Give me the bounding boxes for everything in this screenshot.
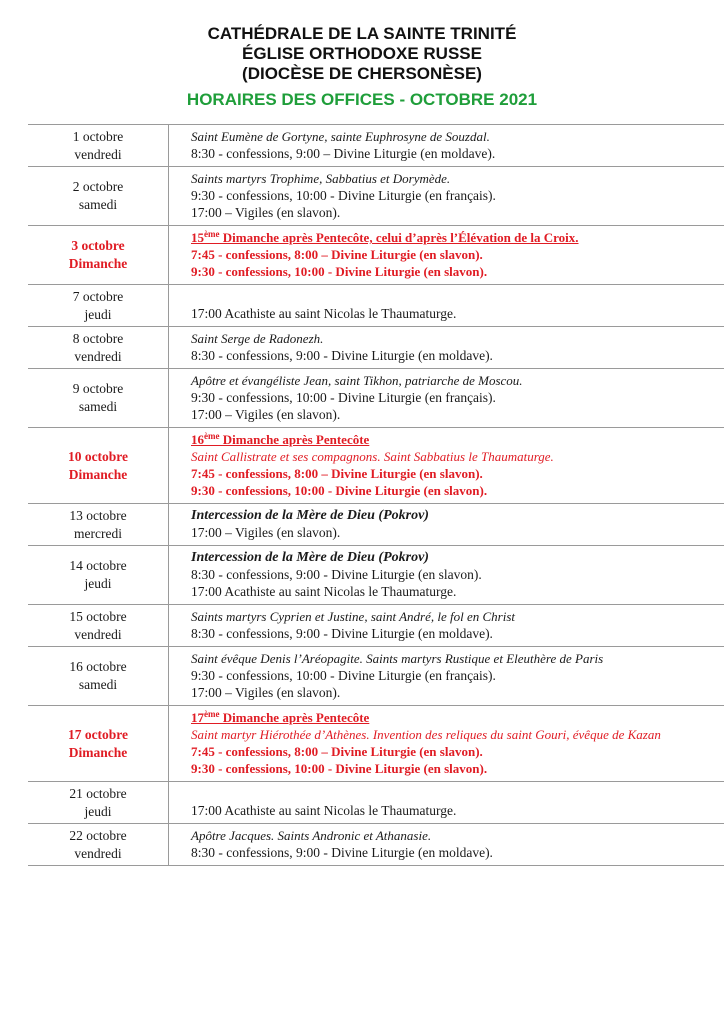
date-cell [28,327,169,368]
date-label: 8 octobre [72,330,124,346]
services-cell [169,706,724,781]
schedule-row [28,125,724,167]
schedule-row [28,824,724,866]
schedule-row [28,226,724,285]
services-cell [169,504,724,545]
service-line: 17:00 – Vigiles (en slavon). [191,205,341,220]
date-label: 14 octobre [69,558,127,573]
saint-commemoration: Saints martyrs Trophime, Sabbatius et Dorymède. [191,171,451,186]
schedule-row [28,504,724,546]
date-cell [28,428,169,503]
saint-commemoration: Apôtre Jacques. Saints Andronic et Athanasie. [191,828,432,843]
day-label: Dimanche [68,466,128,482]
saint-commemoration: Saint Serge de Radonezh. [191,331,324,346]
day-label: vendredi [74,348,122,364]
service-line: 7:45 - confessions, 8:00 – Divine Liturgie (en slavon). [191,466,483,481]
date-label: 17 octobre [67,726,129,742]
feast-superscript: ème [204,431,220,441]
day-label: jeudi [84,576,112,591]
service-line: 8:30 - confessions, 9:00 - Divine Liturgie (en slavon). [191,567,482,582]
services-cell [169,605,724,646]
day-label: Dimanche [68,744,128,760]
service-line: 17:00 – Vigiles (en slavon). [191,525,341,540]
date-label: 3 octobre [71,238,125,253]
service-line: 8:30 - confessions, 9:00 - Divine Liturgie (en moldave). [191,348,493,363]
feast-text: Dimanche après Pentecôte [219,432,370,447]
service-line: 17:00 – Vigiles (en slavon). [191,407,341,422]
feast-number: 15 [191,230,204,245]
date-label: 2 octobre [72,179,124,194]
date-cell [28,369,169,427]
schedule-table [28,124,724,866]
feast-commemoration: Intercession de la Mère de Dieu (Pokrov) [191,508,429,523]
day-label: samedi [78,197,118,212]
schedule-row [28,782,724,824]
date-label: 7 octobre [72,288,124,304]
saint-commemoration: Saint Eumène de Gortyne, sainte Euphrosyne de Souzdal. [191,129,490,144]
saint-commemoration: Saint martyr Hiérothée d’Athènes. Invention des reliques du saint Gouri, évêque de Kazan [191,727,661,742]
services-cell [169,327,724,368]
date-cell [28,706,169,781]
date-cell [28,605,169,646]
schedule-row [28,647,724,706]
service-line: 9:30 - confessions, 10:00 - Divine Liturgie (en slavon). [191,483,488,498]
day-label: samedi [78,399,118,414]
saint-commemoration: Saint évêque Denis l’Aréopagite. Saints martyrs Rustique et Eleuthère de Paris [191,651,604,666]
date-label: 1 octobre [72,128,124,144]
service-line: 9:30 - confessions, 10:00 - Divine Liturgie (en slavon). [191,264,488,279]
feast-title [191,229,724,246]
day-label: vendredi [74,146,122,162]
services-cell [169,285,724,326]
service-line: 7:45 - confessions, 8:00 – Divine Liturgie (en slavon). [191,744,483,759]
header-line-3: (DIOCÈSE DE CHERSONÈSE) [242,64,482,83]
schedule-subtitle: HORAIRES DES OFFICES - OCTOBRE 2021 [186,90,538,109]
date-cell [28,226,169,284]
saint-commemoration: Apôtre et évangéliste Jean, saint Tikhon, patriarche de Moscou. [191,373,523,388]
date-cell [28,285,169,326]
header-line-2: ÉGLISE ORTHODOXE RUSSE [242,44,482,63]
services-cell [169,428,724,503]
feast-number: 16 [191,432,204,447]
document-header [0,24,724,110]
feast-number: 17 [191,710,204,725]
schedule-row [28,706,724,782]
empty-line [191,785,724,802]
feast-text: Dimanche après Pentecôte, celui d’après l’Élévation de la Croix. [219,230,579,245]
date-label: 13 octobre [69,507,127,523]
service-line: 17:00 Acathiste au saint Nicolas le Thaumaturge. [191,803,457,818]
header-line-1: CATHÉDRALE DE LA SAINTE TRINITÉ [207,24,517,43]
day-label: mercredi [74,525,122,541]
services-cell [169,369,724,427]
day-label: Dimanche [68,256,128,271]
service-line: 9:30 - confessions, 10:00 - Divine Liturgie (en français). [191,390,496,405]
services-cell [169,824,724,865]
day-label: jeudi [84,803,112,819]
feast-title [191,431,724,448]
feast-superscript: ème [204,229,220,239]
feast-text: Dimanche après Pentecôte [219,710,370,725]
service-line: 9:30 - confessions, 10:00 - Divine Liturgie (en français). [191,668,496,683]
feast-superscript: ème [204,709,220,719]
service-line: 8:30 - confessions, 9:00 - Divine Liturgie (en moldave). [191,626,493,641]
date-label: 15 octobre [69,608,127,624]
services-cell [169,167,724,225]
feast-title [191,709,724,726]
schedule-row [28,428,724,504]
date-label: 10 octobre [67,448,129,464]
date-cell [28,647,169,705]
date-label: 9 octobre [72,381,124,396]
schedule-row [28,285,724,327]
day-label: vendredi [74,845,122,861]
service-line: 7:45 - confessions, 8:00 – Divine Liturgie (en slavon). [191,247,483,262]
date-cell [28,125,169,166]
date-cell [28,782,169,823]
day-label: samedi [78,677,118,692]
date-cell [28,167,169,225]
date-label: 16 octobre [69,659,127,674]
services-cell [169,647,724,705]
service-line: 17:00 Acathiste au saint Nicolas le Thaumaturge. [191,306,457,321]
service-line: 17:00 Acathiste au saint Nicolas le Thaumaturge. [191,584,457,599]
saint-commemoration: Saint Callistrate et ses compagnons. Saint Sabbatius le Thaumaturge. [191,449,554,464]
service-line: 17:00 – Vigiles (en slavon). [191,685,341,700]
date-label: 21 octobre [69,785,127,801]
schedule-row [28,605,724,647]
services-cell [169,782,724,823]
services-cell [169,226,724,284]
day-label: vendredi [74,626,122,642]
date-cell [28,824,169,865]
service-line: 9:30 - confessions, 10:00 - Divine Liturgie (en français). [191,188,496,203]
services-cell [169,546,724,604]
day-label: jeudi [84,306,112,322]
schedule-row [28,167,724,226]
schedule-row [28,327,724,369]
saint-commemoration: Saints martyrs Cyprien et Justine, saint André, le fol en Christ [191,609,516,624]
feast-commemoration: Intercession de la Mère de Dieu (Pokrov) [191,550,429,565]
date-cell [28,504,169,545]
schedule-row [28,369,724,428]
service-line: 9:30 - confessions, 10:00 - Divine Liturgie (en slavon). [191,761,488,776]
schedule-row [28,546,724,605]
service-line: 8:30 - confessions, 9:00 - Divine Liturgie (en moldave). [191,845,493,860]
empty-line [191,288,724,305]
service-line: 8:30 - confessions, 9:00 – Divine Liturgie (en moldave). [191,146,496,161]
date-label: 22 octobre [69,827,127,843]
services-cell [169,125,724,166]
date-cell [28,546,169,604]
